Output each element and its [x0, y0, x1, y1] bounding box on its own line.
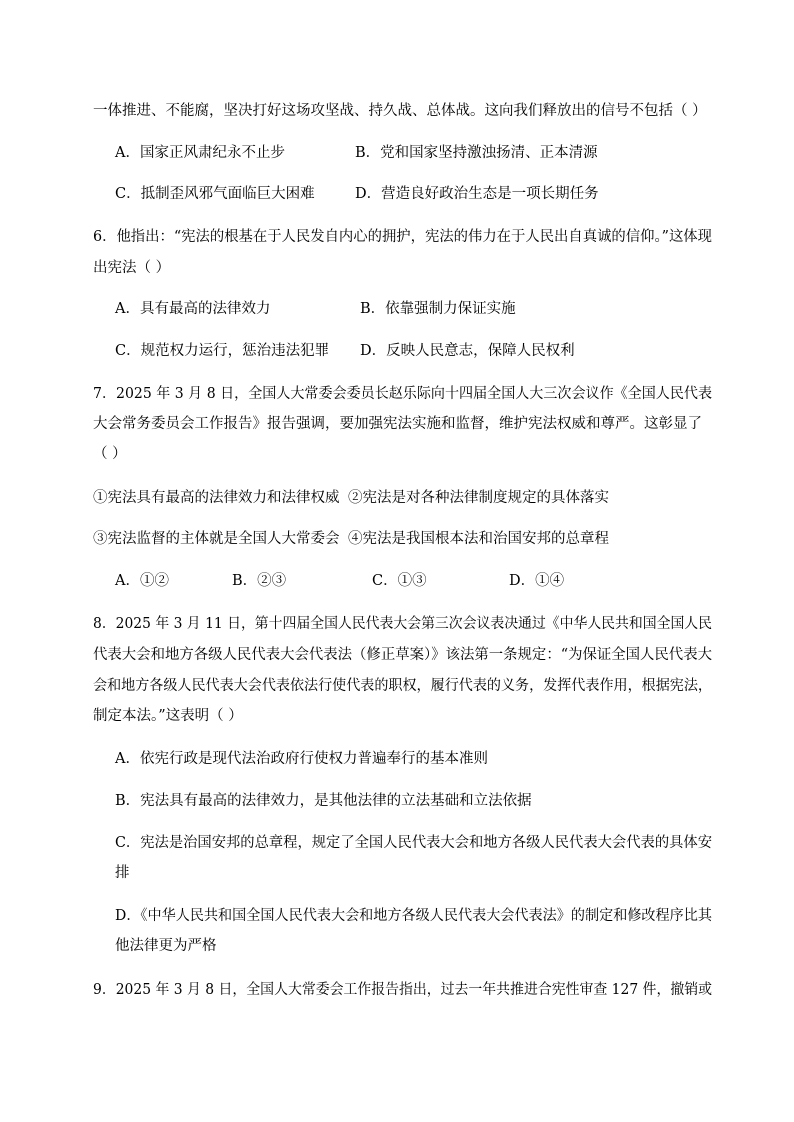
q7-stem-line-3: （ ） [93, 446, 127, 462]
q7-stem-line-1: 7．2025 年 3 月 8 日，全国人大常委会委员长赵乐际向十四届全国人大三次会议作《全国人民代表 [93, 386, 713, 402]
q8-option-a: A．依宪行政是现代法治政府行使权力普遍奉行的基本准则 [115, 751, 488, 767]
q8-option-d-line-1: D．《中华人民共和国全国人民代表大会和地方各级人民代表大会代表法》的制定和修改程序比其 [115, 908, 712, 924]
q7-option-c: C．①③ [372, 573, 427, 589]
q7-statement-4: ④宪法是我国根本法和治国安邦的总章程 [348, 531, 609, 547]
q8-option-c-line-2: 排 [115, 865, 130, 881]
q7-statement-1: ①宪法具有最高的法律效力和法律权威 [93, 490, 340, 506]
q7-option-d: D．①④ [509, 573, 565, 589]
q7-statement-2: ②宪法是对各种法律制度规定的具体落实 [348, 490, 609, 506]
q8-stem-line-1: 8．2025 年 3 月 11 日，第十四届全国人民代表大会第三次会议表决通过《中华人民共和国全国人民 [93, 616, 713, 632]
q5-option-c: C．抵制歪风邪气面临巨大困难 [115, 186, 315, 202]
q6-stem-line-2: 出宪法（ ） [93, 260, 171, 276]
q9-stem-line-1: 9．2025 年 3 月 8 日，全国人大常委会工作报告指出，过去一年共推进合宪性审查 127 件，撤销或 [93, 982, 712, 998]
q5-option-d: D．营造良好政治生态是一项长期任务 [355, 186, 599, 202]
q5-stem-line: 一体推进、不能腐，坚决打好这场攻坚战、持久战、总体战。这向我们释放出的信号不包括（ ） [93, 103, 707, 119]
q6-option-d: D．反映人民意志，保障人民权利 [360, 343, 575, 359]
q6-option-c: C．规范权力运行，惩治违法犯罪 [115, 343, 330, 359]
q8-option-c-line-1: C．宪法是治国安邦的总章程，规定了全国人民代表大会和地方各级人民代表大会代表的具体安 [115, 835, 712, 851]
q8-option-b: B．宪法具有最高的法律效力，是其他法律的立法基础和立法依据 [115, 793, 532, 809]
q7-option-b: B．②③ [232, 573, 287, 589]
q5-option-a: A．国家正风肃纪永不止步 [115, 145, 285, 161]
q7-stem-line-2: 大会常务委员会工作报告》报告强调，要加强宪法实施和监督，维护宪法权威和尊严。这彰显了 [93, 416, 702, 432]
q6-option-b: B．依靠强制力保证实施 [360, 301, 516, 317]
q8-stem-line-4: 制定本法。”这表明（ ） [93, 708, 243, 724]
q5-option-b: B．党和国家坚持激浊扬清、正本清源 [355, 145, 598, 161]
q7-option-a: A．①② [115, 573, 169, 589]
q6-stem-line-1: 6．他指出：“宪法的根基在于人民发自内心的拥护，宪法的伟力在于人民出自真诚的信仰。”这体现 [93, 229, 712, 245]
q8-stem-line-2: 代表大会和地方各级人民代表大会代表法（修正草案）》该法第一条规定：“为保证全国人民代表大 [93, 647, 712, 663]
q7-statement-3: ③宪法监督的主体就是全国人大常委会 [93, 531, 340, 547]
q8-option-d-line-2: 他法律更为严格 [115, 938, 217, 954]
q8-stem-line-3: 会和地方各级人民代表大会代表依法行使代表的职权，履行代表的义务，发挥代表作用，根据宪法， [93, 678, 712, 694]
q6-option-a: A．具有最高的法律效力 [115, 301, 271, 317]
